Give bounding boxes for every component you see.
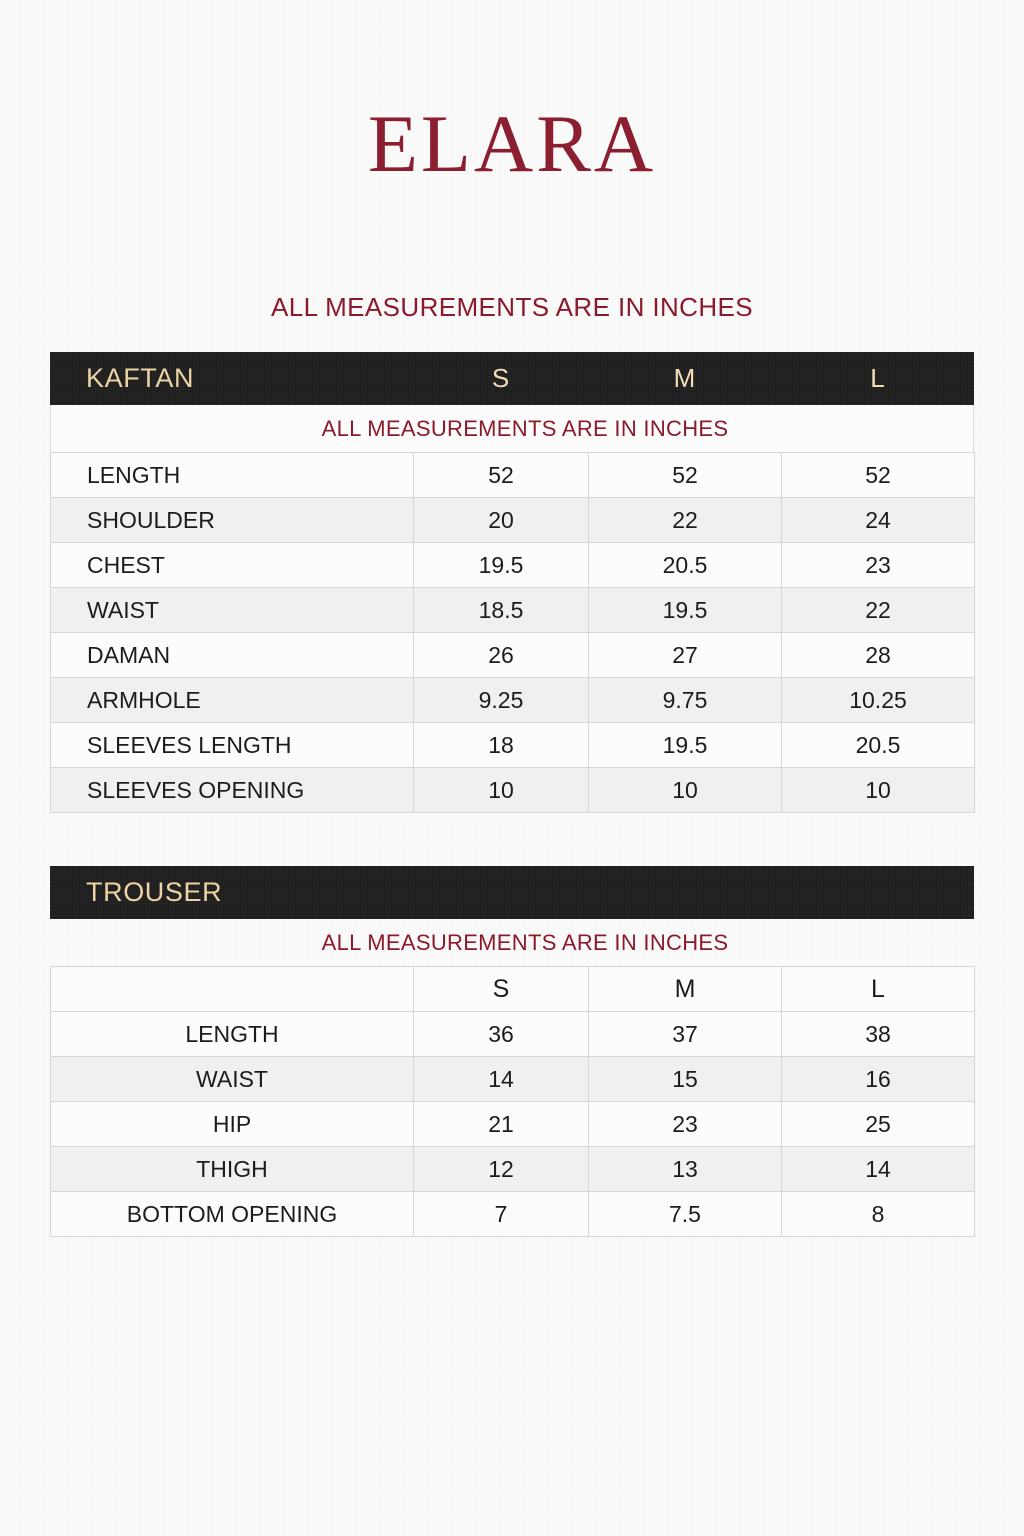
row-value-l: 8: [782, 1192, 975, 1237]
row-label: CHEST: [51, 543, 414, 588]
row-value-s: 18.5: [414, 588, 589, 633]
table-row: [51, 1147, 975, 1192]
row-value-l: 10.25: [782, 678, 975, 723]
row-value-m: 27: [589, 633, 782, 678]
row-value-m: 15: [589, 1057, 782, 1102]
row-label: WAIST: [51, 1057, 414, 1102]
row-value-s: 36: [414, 1012, 589, 1057]
row-value-m: 20.5: [589, 543, 782, 588]
table-row: [51, 1012, 975, 1057]
kaftan-table-block: [50, 352, 974, 813]
table-row: [51, 453, 975, 498]
row-value-s: 20: [414, 498, 589, 543]
trouser-size-header-m: M: [589, 967, 782, 1012]
row-value-l: 22: [782, 588, 975, 633]
row-value-l: 24: [782, 498, 975, 543]
trouser-header-row: [51, 967, 975, 1012]
kaftan-note-text: ALL MEASUREMENTS ARE IN INCHES: [321, 415, 729, 441]
row-value-m: 9.75: [589, 678, 782, 723]
row-value-l: 38: [782, 1012, 975, 1057]
brand-logo: ELARA: [367, 98, 657, 189]
row-label: SLEEVES OPENING: [51, 768, 414, 813]
row-value-s: 9.25: [414, 678, 589, 723]
row-value-l: 52: [782, 453, 975, 498]
table-row: [51, 543, 975, 588]
kaftan-note-row: [50, 405, 974, 452]
trouser-size-header-s: S: [414, 967, 589, 1012]
row-label: LENGTH: [51, 453, 414, 498]
table-row: [51, 678, 975, 723]
trouser-header-band: [50, 866, 974, 919]
row-value-m: 10: [589, 768, 782, 813]
row-value-s: 14: [414, 1057, 589, 1102]
trouser-note-text: ALL MEASUREMENTS ARE IN INCHES: [321, 929, 729, 955]
row-value-s: 18: [414, 723, 589, 768]
row-value-s: 7: [414, 1192, 589, 1237]
row-value-l: 10: [782, 768, 975, 813]
row-value-s: 12: [414, 1147, 589, 1192]
trouser-table-block: [50, 866, 974, 1237]
row-label: ARMHOLE: [51, 678, 414, 723]
row-label: BOTTOM OPENING: [51, 1192, 414, 1237]
kaftan-measurements-table: [50, 452, 975, 813]
row-value-s: 21: [414, 1102, 589, 1147]
row-value-l: 16: [782, 1057, 975, 1102]
table-row: [51, 633, 975, 678]
trouser-measurements-table: [50, 966, 975, 1237]
table-row: [51, 588, 975, 633]
row-value-m: 19.5: [589, 723, 782, 768]
row-value-m: 7.5: [589, 1192, 782, 1237]
row-label: DAMAN: [51, 633, 414, 678]
trouser-band-title: TROUSER: [86, 877, 223, 907]
table-row: [51, 1192, 975, 1237]
row-label: THIGH: [51, 1147, 414, 1192]
row-value-l: 23: [782, 543, 975, 588]
table-row: [51, 1057, 975, 1102]
row-label: SLEEVES LENGTH: [51, 723, 414, 768]
row-value-m: 22: [589, 498, 782, 543]
kaftan-header-band: [50, 352, 974, 405]
row-value-m: 37: [589, 1012, 782, 1057]
kaftan-size-header-l: L: [870, 363, 885, 393]
trouser-header-blank: [51, 967, 414, 1012]
trouser-note-row: [50, 919, 974, 966]
row-value-s: 19.5: [414, 543, 589, 588]
table-row: [51, 498, 975, 543]
row-value-l: 14: [782, 1147, 975, 1192]
row-value-m: 52: [589, 453, 782, 498]
row-value-s: 52: [414, 453, 589, 498]
row-label: WAIST: [51, 588, 414, 633]
row-value-l: 20.5: [782, 723, 975, 768]
trouser-size-header-l: L: [782, 967, 975, 1012]
table-row: [51, 768, 975, 813]
row-value-s: 10: [414, 768, 589, 813]
kaftan-band-title: KAFTAN: [86, 363, 195, 393]
row-label: LENGTH: [51, 1012, 414, 1057]
page-subtitle: ALL MEASUREMENTS ARE IN INCHES: [270, 292, 754, 322]
row-value-l: 25: [782, 1102, 975, 1147]
kaftan-size-header-m: M: [673, 363, 696, 393]
row-value-m: 13: [589, 1147, 782, 1192]
table-row: [51, 1102, 975, 1147]
row-value-l: 28: [782, 633, 975, 678]
row-value-m: 19.5: [589, 588, 782, 633]
row-label: SHOULDER: [51, 498, 414, 543]
row-value-s: 26: [414, 633, 589, 678]
row-label: HIP: [51, 1102, 414, 1147]
row-value-m: 23: [589, 1102, 782, 1147]
kaftan-size-header-s: S: [491, 363, 510, 393]
table-row: [51, 723, 975, 768]
